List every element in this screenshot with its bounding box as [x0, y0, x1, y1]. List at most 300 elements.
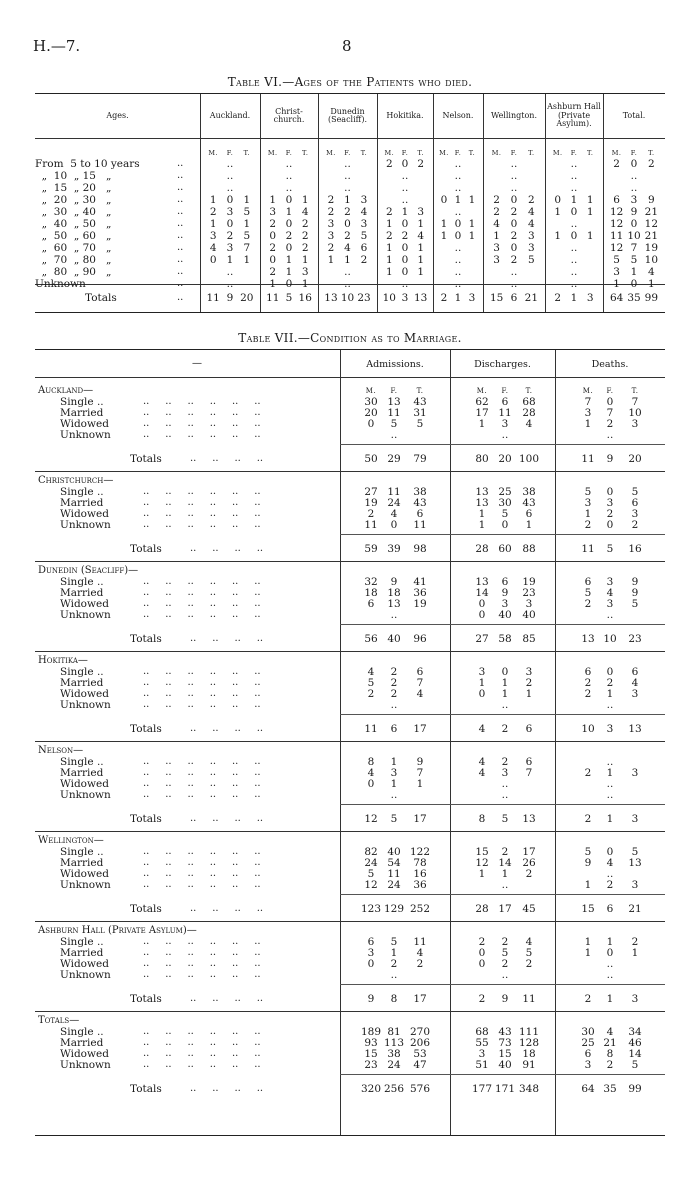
table-cell: 0 [510, 242, 518, 254]
totals-cell: 99 [644, 292, 659, 304]
table-cell: 0 [510, 218, 518, 230]
table-cell: 3 [584, 497, 592, 509]
table-cell: 9 [648, 194, 655, 206]
table-cell: 0 [478, 598, 486, 610]
table-cell: 6 [584, 666, 592, 678]
totals-cell: 320 [360, 1083, 382, 1095]
table-cell: 3 [360, 194, 368, 206]
table-cell: 15 [364, 1048, 378, 1060]
table-cell: 1 [417, 266, 425, 278]
table-cell: .. [606, 958, 614, 970]
table-cell: 2 [390, 688, 398, 700]
column-header: Total. [622, 110, 646, 120]
sex-subheader: T. [587, 149, 594, 157]
sex-subheader: M. [384, 149, 395, 157]
table-cell: 2 [367, 508, 375, 520]
column-rule [555, 350, 556, 1135]
table-cell: .. [606, 789, 614, 801]
table-cell: .. [606, 429, 614, 441]
age-group-label: „ 30 „ 40 „ [35, 206, 112, 218]
table-cell: 3 [584, 1059, 592, 1071]
table-cell: 18 [364, 587, 378, 599]
table-cell: .. [454, 242, 462, 254]
table-cell: 1 [478, 519, 486, 531]
table-cell: 1 [478, 508, 486, 520]
table-cell: 2 [510, 254, 518, 266]
totals-cell: 58 [498, 633, 512, 645]
table-cell: 2 [493, 194, 500, 206]
table-cell: 3 [226, 206, 234, 218]
totals-cell: 348 [518, 1083, 540, 1095]
table-cell: 12 [364, 879, 378, 891]
table-cell: 4 [344, 242, 351, 254]
table-cell: 0 [510, 194, 518, 206]
table-cell: 2 [390, 666, 398, 678]
table-cell: .. [226, 266, 234, 278]
totals-cell: 123 [360, 903, 382, 915]
totals-cell: 17 [413, 723, 427, 735]
table-cell: .. [401, 194, 409, 206]
table-cell: 38 [522, 486, 536, 498]
marital-status-label: Married [60, 587, 104, 599]
table-cell: 0 [401, 218, 409, 230]
table-cell: 3 [606, 497, 614, 509]
sex-subheader: F. [401, 149, 409, 157]
leader-dots: .. .. .. .. .. .. [143, 666, 261, 677]
table-cell: 7 [243, 242, 251, 254]
sex-subheader: M. [208, 149, 219, 157]
table-cell: 1 [209, 218, 217, 230]
table-cell: 0 [606, 486, 614, 498]
table-cell: 11 [387, 868, 401, 880]
table-cell: 8 [367, 756, 375, 768]
table-cell: 40 [498, 1059, 512, 1071]
table-cell: 0 [501, 666, 509, 678]
table-cell: 7 [631, 396, 639, 408]
table-cell: 3 [528, 242, 535, 254]
table-cell: 24 [387, 497, 401, 509]
totals-cell: 10 [382, 292, 396, 304]
table-cell: 4 [606, 1026, 614, 1038]
table-cell: 0 [606, 396, 614, 408]
table-cell: 5 [584, 587, 592, 599]
table-cell: 1 [243, 254, 251, 266]
totals-cell: 2 [584, 993, 592, 1005]
subtotal-rule [340, 534, 665, 535]
table-cell: 6 [631, 497, 639, 509]
sex-subheader: T. [417, 149, 424, 157]
table-cell: 2 [501, 958, 509, 970]
table-cell: 17 [522, 846, 536, 858]
totals-label: Totals [130, 813, 162, 825]
table-cell: 3 [631, 767, 639, 779]
totals-label: Totals [85, 292, 117, 304]
table-cell: 24 [364, 857, 378, 869]
table-cell: .. [454, 158, 462, 170]
table-cell: 1 [243, 218, 251, 230]
totals-cell: 27 [475, 633, 489, 645]
blank-header-dash: — [192, 358, 202, 369]
table-cell: 1 [385, 266, 393, 278]
marital-status-label: Unknown [60, 969, 111, 981]
table-cell: 2 [478, 936, 486, 948]
table-cell: 4 [417, 230, 425, 242]
table-cell: 93 [364, 1037, 378, 1049]
table-cell: 2 [525, 958, 533, 970]
table-cell: .. [501, 429, 509, 441]
institution-name: Christchurch— [38, 475, 114, 486]
table-cell: 24 [387, 1059, 401, 1071]
column-header: Wellington. [491, 110, 537, 120]
marital-status-label: Married [60, 767, 104, 779]
age-group-label: „ 15 „ 20 „ [35, 182, 112, 194]
table-cell: .. [454, 278, 462, 290]
table-cell: 4 [209, 242, 217, 254]
totals-cell: 17 [413, 993, 427, 1005]
table-cell: 270 [409, 1026, 431, 1038]
totals-cell: 11 [522, 993, 536, 1005]
marital-status-label: Widowed [60, 598, 109, 610]
leader-dots: .. .. .. .. .. .. [143, 857, 261, 868]
table-cell: 1 [344, 194, 351, 206]
table-cell: 6 [416, 508, 424, 520]
totals-cell: 3 [586, 292, 594, 304]
table-cell: 0 [285, 218, 293, 230]
table-cell: 30 [498, 497, 512, 509]
leader-dots: .. .. .. .. [190, 903, 264, 914]
totals-cell: 9 [226, 292, 234, 304]
totals-cell: 3 [631, 993, 639, 1005]
table-cell: 3 [606, 598, 614, 610]
subtotal-rule [340, 804, 665, 805]
table-cell: 38 [387, 1048, 401, 1060]
table-cell: .. [454, 254, 462, 266]
table-cell: 2 [390, 677, 398, 689]
marital-status-label: Single .. [60, 576, 104, 588]
leader-dots: .. .. .. .. .. .. [143, 958, 261, 969]
table-cell: 1 [468, 194, 476, 206]
table-cell: 8 [606, 1048, 614, 1060]
totals-cell: 28 [475, 543, 489, 555]
table-cell: 31 [413, 407, 427, 419]
table-cell: 3 [478, 666, 486, 678]
sex-subheader: F. [630, 149, 638, 157]
table-cell: 40 [498, 609, 512, 621]
table-cell: 2 [269, 266, 277, 278]
column-header: Dunedin (Seacliff). [327, 106, 368, 124]
table-cell: 1 [501, 688, 509, 700]
table-cell: 15 [475, 846, 489, 858]
table-cell: 0 [570, 230, 578, 242]
table-cell: 1 [606, 936, 614, 948]
table-cell: 2 [360, 254, 368, 266]
table-cell: 1 [390, 756, 398, 768]
table-cell: 24 [387, 879, 401, 891]
group-rule [35, 561, 665, 562]
table-cell: 1 [584, 879, 592, 891]
totals-cell: 1 [606, 993, 614, 1005]
totals-cell: 50 [364, 453, 378, 465]
table-cell: 1 [630, 266, 638, 278]
table-cell: 19 [413, 598, 427, 610]
leader-dots: .. .. .. .. .. .. [143, 497, 261, 508]
leader-dots: .. [177, 292, 184, 303]
table-cell: 1 [554, 206, 562, 218]
subtotal-rule [340, 984, 665, 985]
table-cell: 14 [475, 587, 489, 599]
totals-cell: 40 [387, 633, 401, 645]
leader-dots: .. [177, 170, 184, 181]
table-cell: 1 [606, 688, 614, 700]
sex-subheader: F. [510, 149, 518, 157]
table-cell: 5 [630, 254, 638, 266]
column-header: Admissions. [366, 359, 424, 370]
table-cell: 0 [478, 609, 486, 621]
table-cell: .. [570, 158, 578, 170]
table-cell: 3 [501, 418, 509, 430]
table-cell: 2 [385, 206, 393, 218]
totals-cell: 100 [518, 453, 540, 465]
sex-subheader: T. [528, 149, 535, 157]
table-cell: 10 [628, 407, 642, 419]
table-cell: 12 [609, 206, 624, 218]
table-cell: 7 [416, 767, 424, 779]
table-cell: 15 [498, 1048, 512, 1060]
marital-status-label: Married [60, 947, 104, 959]
marital-status-label: Unknown [60, 429, 111, 441]
table-cell: 2 [385, 158, 393, 170]
age-group-label: „ 80 „ 90 „ [35, 266, 112, 278]
table-cell: 3 [390, 767, 398, 779]
totals-cell: 6 [606, 903, 614, 915]
table-cell: 2 [510, 230, 518, 242]
table-cell: 91 [522, 1059, 536, 1071]
totals-cell: 15 [581, 903, 595, 915]
table-cell: 81 [387, 1026, 401, 1038]
table-cell: 2 [606, 1059, 614, 1071]
table-cell: 38 [413, 486, 427, 498]
sex-subheader: T. [468, 149, 476, 157]
totals-cell: 9 [501, 993, 509, 1005]
totals-cell: 17 [413, 813, 427, 825]
table-cell: 6 [525, 756, 533, 768]
table-cell: .. [390, 969, 398, 981]
totals-cell: 64 [609, 292, 624, 304]
table-cell: 12 [644, 218, 659, 230]
table-cell: 2 [648, 158, 655, 170]
totals-cell: 21 [628, 903, 642, 915]
table-cell: 189 [360, 1026, 382, 1038]
totals-cell: 39 [387, 543, 401, 555]
table-cell: 2 [301, 242, 309, 254]
table-cell: 9 [416, 756, 424, 768]
table-cell: 1 [417, 242, 425, 254]
table-cell: 5 [243, 206, 251, 218]
table-cell: 2 [226, 230, 234, 242]
table-cell: .. [390, 429, 398, 441]
table-cell: 0 [344, 218, 351, 230]
marital-status-label: Unknown [60, 789, 111, 801]
table-cell: 0 [630, 278, 638, 290]
leader-dots: .. [177, 182, 184, 193]
leader-dots: .. [177, 230, 184, 241]
totals-cell: 56 [364, 633, 378, 645]
table-cell: 1 [501, 677, 509, 689]
table7 [35, 349, 665, 1136]
table-cell: .. [226, 278, 234, 290]
sex-subheader: T. [525, 387, 533, 395]
age-group-label: „ 50 „ 60 „ [35, 230, 112, 242]
table-cell: 7 [584, 396, 592, 408]
table-cell: 1 [344, 254, 351, 266]
table-cell: 2 [631, 519, 639, 531]
table-cell: 0 [367, 778, 375, 790]
table-cell: 7 [630, 242, 638, 254]
table-cell: 1 [454, 194, 462, 206]
totals-cell: 8 [478, 813, 486, 825]
sex-subheader: M. [476, 387, 488, 395]
table-cell: 1 [440, 218, 448, 230]
leader-dots: .. .. .. .. .. .. [143, 677, 261, 688]
totals-cell: 11 [364, 723, 378, 735]
table-cell: 43 [413, 497, 427, 509]
marital-status-label: Unknown [60, 1059, 111, 1071]
table-cell: 128 [518, 1037, 540, 1049]
table-cell: 0 [630, 218, 638, 230]
table-cell: 5 [631, 486, 639, 498]
table-cell: 3 [584, 407, 592, 419]
totals-cell: 13 [628, 723, 642, 735]
marital-status-label: Unknown [60, 699, 111, 711]
marital-status-label: Married [60, 857, 104, 869]
table-cell: 4 [525, 936, 533, 948]
totals-cell: 1 [606, 813, 614, 825]
table-cell: 1 [478, 418, 486, 430]
table-cell: 36 [413, 587, 427, 599]
group-rule [35, 471, 665, 472]
table-cell: 68 [522, 396, 536, 408]
table-cell: 0 [606, 519, 614, 531]
table-cell: 5 [613, 254, 620, 266]
age-group-label: From 5 to 10 years [35, 158, 140, 170]
leader-dots: .. .. .. .. [190, 453, 264, 464]
table-cell: 0 [401, 266, 409, 278]
totals-cell: 80 [475, 453, 489, 465]
sex-subheader: F. [570, 149, 578, 157]
institution-name: Totals— [38, 1015, 80, 1026]
totals-cell: 9 [367, 993, 375, 1005]
page-number: 8 [342, 37, 352, 55]
totals-cell: 88 [522, 543, 536, 555]
table-cell: 4 [606, 587, 614, 599]
table-cell: 6 [631, 666, 639, 678]
totals-cell: 23 [628, 633, 642, 645]
subtotal-rule [340, 714, 665, 715]
column-header: Ages. [106, 110, 129, 120]
subtotal-rule [340, 444, 665, 445]
table-cell: 2 [501, 846, 509, 858]
totals-cell: 99 [628, 1083, 642, 1095]
table-cell: 1 [226, 254, 234, 266]
table-cell: 2 [385, 230, 393, 242]
column-rule [340, 350, 341, 1135]
table-cell: 1 [390, 778, 398, 790]
column-header: Discharges. [474, 359, 531, 370]
table-cell: 6 [367, 598, 375, 610]
marital-status-label: Widowed [60, 868, 109, 880]
group-rule [35, 651, 665, 652]
group-rule [35, 831, 665, 832]
table-cell: 82 [364, 846, 378, 858]
table-cell: .. [401, 182, 409, 194]
table-cell: 3 [631, 879, 639, 891]
leader-dots: .. .. .. .. [190, 993, 264, 1004]
table-cell: 111 [518, 1026, 540, 1038]
table-cell: 3 [631, 508, 639, 520]
table-cell: 2 [584, 598, 592, 610]
totals-cell: 177 [471, 1083, 493, 1095]
table-cell: 25 [498, 486, 512, 498]
table-cell: 2 [606, 508, 614, 520]
table-cell: .. [344, 170, 351, 182]
table-cell: 6 [584, 576, 592, 588]
totals-cell: 45 [522, 903, 536, 915]
table-cell: 3 [367, 947, 375, 959]
table-cell: 55 [475, 1037, 489, 1049]
table-cell: 7 [525, 767, 533, 779]
table-cell: 0 [570, 206, 578, 218]
table-cell: 1 [468, 230, 476, 242]
table-cell: 2 [390, 958, 398, 970]
leader-dots: .. .. .. .. .. .. [143, 699, 261, 710]
totals-label: Totals [130, 633, 162, 645]
table-cell: 3 [606, 576, 614, 588]
sex-subheader: T. [360, 149, 368, 157]
table-cell: 1 [478, 677, 486, 689]
table-cell: 9 [631, 576, 639, 588]
table-cell: .. [226, 158, 234, 170]
table-cell: 54 [387, 857, 401, 869]
table-cell: 27 [364, 486, 378, 498]
totals-cell: 13 [581, 633, 595, 645]
institution-name: Wellington— [38, 835, 104, 846]
table-cell: .. [570, 242, 578, 254]
table-cell: 1 [478, 868, 486, 880]
table-cell: 4 [493, 218, 500, 230]
table-cell: 53 [413, 1048, 427, 1060]
table-cell: 9 [501, 587, 509, 599]
table-cell: 2 [510, 206, 518, 218]
totals-cell: 60 [498, 543, 512, 555]
table-cell: .. [570, 170, 578, 182]
leader-dots: .. .. .. .. .. .. [143, 418, 261, 429]
totals-cell: 16 [628, 543, 642, 555]
table-cell: 4 [416, 688, 424, 700]
table-cell: 1 [301, 254, 309, 266]
table-cell: 68 [475, 1026, 489, 1038]
leader-dots: .. .. .. .. .. .. [143, 598, 261, 609]
table-cell: 0 [285, 278, 293, 290]
table-cell: 2 [209, 206, 217, 218]
leader-dots: .. .. .. .. .. .. [143, 969, 261, 980]
leader-dots: .. .. .. .. .. .. [143, 1048, 261, 1059]
table-cell: 1 [385, 254, 393, 266]
table-cell: 1 [416, 778, 424, 790]
leader-dots: .. .. .. .. .. .. [143, 936, 261, 947]
sex-subheader: T. [648, 149, 655, 157]
leader-dots: .. [177, 206, 184, 217]
leader-dots: .. .. .. .. [190, 1083, 264, 1094]
